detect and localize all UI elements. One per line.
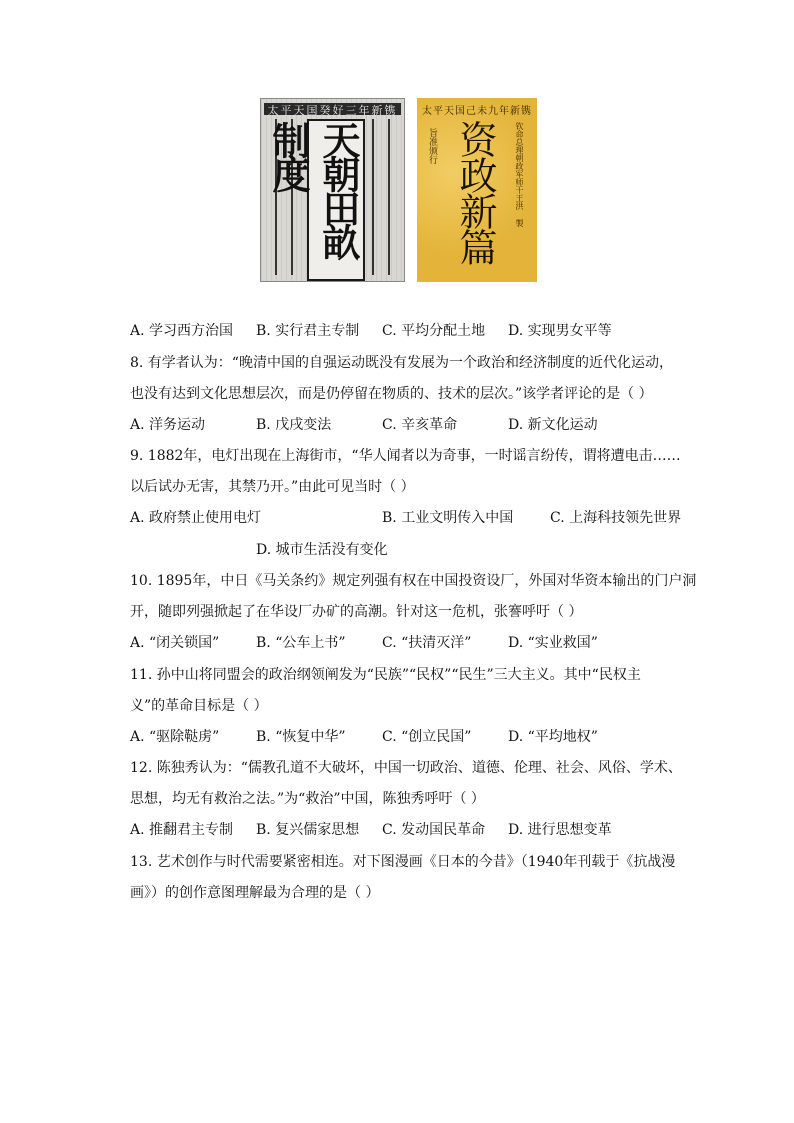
q11-option-b: B. “恢复中华” xyxy=(256,729,346,745)
cover-title: 资政新篇 xyxy=(453,120,497,264)
q11-stem-line1: 11. 孙中山将同盟会的政治纲领阐发为“民族”“民权”“民生”三大主义。其中“民权主 xyxy=(130,667,641,683)
zizheng-xinpian-cover xyxy=(417,98,537,282)
q8-option-d: D. 新文化运动 xyxy=(508,417,598,433)
q11-option-c: C. “创立民国” xyxy=(382,729,472,745)
q8-stem-line1: 8. 有学者认为：“晚清中国的自强运动既没有发展为一个政治和经济制度的近代化运动， xyxy=(130,355,673,371)
cover-side-left: 旨准颁行 xyxy=(427,128,437,164)
q10-option-a: A. “闭关锁国” xyxy=(130,635,220,651)
q10-option-d: D. “实业救国” xyxy=(508,635,598,651)
q7-option-c: C. 平均分配土地 xyxy=(382,323,486,339)
q7-option-d: D. 实现男女平等 xyxy=(508,323,612,339)
q9-option-b: B. 工业文明传入中国 xyxy=(382,510,514,526)
q12-option-c: C. 发动国民革命 xyxy=(382,822,486,838)
q12-stem-line2: 思想，均无有救治之法。”为“救治”中国，陈独秀呼吁（ ） xyxy=(130,791,485,807)
q10-option-b: B. “公车上书” xyxy=(256,635,346,651)
question-figures xyxy=(260,98,540,282)
q10-stem-line2: 开，随即列强掀起了在华设厂办矿的高潮。针对这一危机，张謇呼吁（ ） xyxy=(130,604,583,620)
q10-option-c: C. “扶清灭洋” xyxy=(382,635,472,651)
q11-stem-line2: 义”的革命目标是（ ） xyxy=(130,698,268,714)
q7-option-a: A. 学习西方治国 xyxy=(130,323,234,339)
q8-option-c: C. 辛亥革命 xyxy=(382,417,458,433)
q12-stem-line1: 12. 陈独秀认为：“儒教孔道不大破坏，中国一切政治、道德、伦理、社会、风俗、学术、 xyxy=(130,760,682,776)
q13-stem-line2: 画》）的创作意图理解最为合理的是（ ） xyxy=(130,885,380,901)
q13-stem-line1: 13. 艺术创作与时代需要紧密相连。对下图漫画《日本的今昔》（1940年刊载于《抗战漫 xyxy=(130,854,676,870)
q10-stem-line1: 10. 1895年，中日《马关条约》规定列强有权在中国投资设厂，外国对华资本输出的门户洞 xyxy=(130,573,697,589)
cover-title: 天朝田畝制度 xyxy=(266,121,361,257)
q9-option-a: A. 政府禁止使用电灯 xyxy=(130,510,262,526)
q8-option-b: B. 戊戌变法 xyxy=(256,417,332,433)
q12-option-b: B. 复兴儒家思想 xyxy=(256,822,360,838)
q12-option-a: A. 推翻君主专制 xyxy=(130,822,234,838)
q9-option-c: C. 上海科技领先世界 xyxy=(550,510,682,526)
q9-stem-line2: 以后试办无害，其禁乃开。”由此可见当时（ ） xyxy=(130,479,415,495)
cover-header-text: 太平天国癸好三年新镌 xyxy=(267,104,398,117)
q7-option-b: B. 实行君主专制 xyxy=(256,323,360,339)
q8-option-a: A. 洋务运动 xyxy=(130,417,206,433)
q9-stem-line1: 9. 1882年，电灯出现在上海街市，“华人闻者以为奇事，一时谣言纷传，谓将遭电击…… xyxy=(130,448,681,464)
cover-side-right: 钦命总理朝政军师干王洪 製 xyxy=(515,122,524,227)
cover-header-text: 太平天国己未九年新镌 xyxy=(422,106,532,117)
q11-option-a: A. “驱除鞑虏” xyxy=(130,729,220,745)
q9-option-d: D. 城市生活没有变化 xyxy=(256,542,388,558)
q8-stem-line2: 也没有达到文化思想层次，而是仍停留在物质的、技术的层次。”该学者评论的是（ ） xyxy=(130,386,653,402)
q11-option-d: D. “平均地权” xyxy=(508,729,598,745)
q12-option-d: D. 进行思想变革 xyxy=(508,822,612,838)
tianchao-tianmu-zhidu-cover xyxy=(260,98,405,282)
